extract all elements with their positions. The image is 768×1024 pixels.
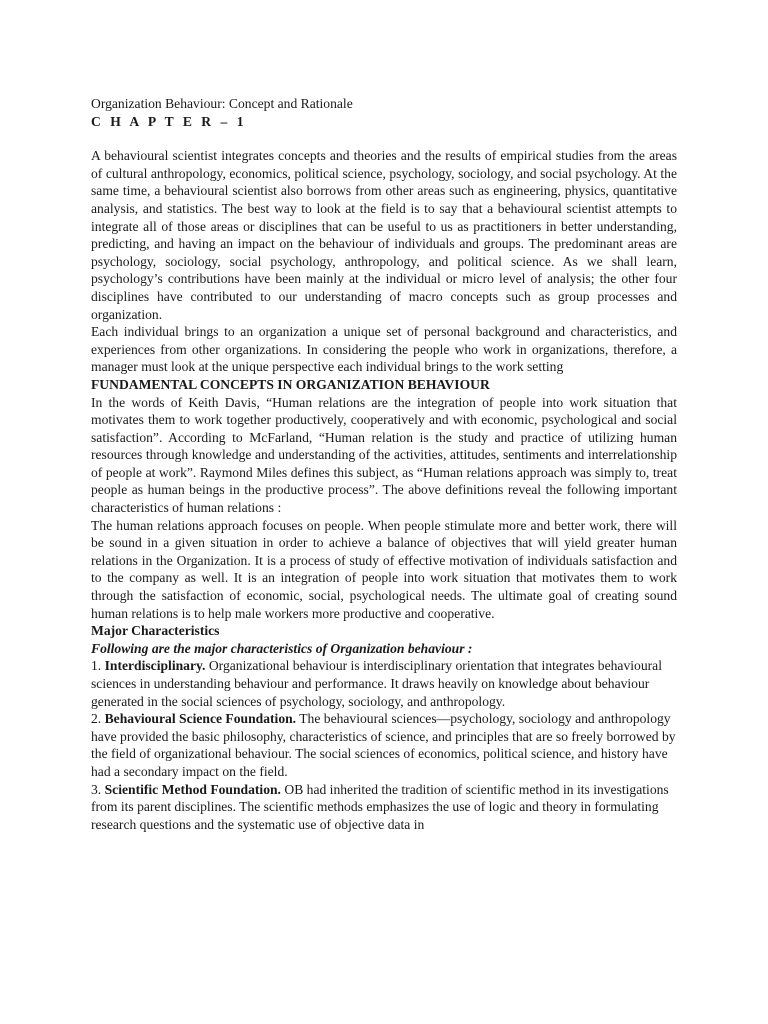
list-item: [91, 657, 677, 710]
item-text: OB had inherited the tradition of scientific method in its investigations from its parent disciplines. The scientific methods emphasizes the use of logic and theory in formulating research questions and the systematic use of objective data in: [91, 781, 669, 832]
list-item: [91, 781, 677, 834]
item-title: Interdisciplinary.: [104, 658, 206, 674]
item-title: Behavioural Science Foundation.: [104, 711, 297, 727]
item-number: 2.: [91, 711, 102, 727]
document-page: [91, 95, 677, 833]
fundamentals-paragraph-1: In the words of Keith Davis, “Human relations are the integration of people into work situation that motivates them to work together productively, cooperatively and with economic, psychological and social satisfaction”. According to McFarland, “Human relation is the study and practice of utilizing human resources through knowledge and understanding of the activities, attitudes, sentiments and interrelationship of people at work”. Raymond Miles defines this subject, as “Human relations approach was simply to, treat people as human beings in the productive process”. The above definitions reveal the following important characteristics of human relations :: [91, 394, 677, 516]
chapter-label: C H A P T E R – 1: [91, 113, 247, 129]
fundamentals-paragraph-2: The human relations approach focuses on people. When people stimulate more and better work, there will be sound in a given situation in order to achieve a balance of objectives that will yield greater human relations in the Organization. It is a process of study of effective motivation of individuals satisfaction and to the company as well. It is an integration of people into work situation that motivates them to work through the satisfaction of economic, social, psychological needs. The ultimate goal of creating sound human relations is to help male workers more productive and cooperative.: [91, 517, 677, 621]
item-text: Organizational behaviour is interdisciplinary orientation that integrates behavioural sciences in understanding behaviour and performance. It draws heavily on knowledge about behaviour generated in the social sciences of psychology, sociology, and anthropology.: [91, 658, 662, 709]
item-text: The behavioural sciences—psychology, sociology and anthropology have provided the basic philosophy, characteristics of science, and principles that are so freely borrowed by the field of organizational behaviour. The social sciences of economics, political science, and history have had a secondary impact on the field.: [91, 711, 676, 779]
section-heading: FUNDAMENTAL CONCEPTS IN ORGANIZATION BEHAVIOUR: [91, 376, 490, 392]
characteristics-heading: Major Characteristics: [91, 623, 220, 639]
intro-paragraph-2: Each individual brings to an organization a unique set of personal background and characteristics, and experiences from other organizations. In considering the people who work in organizations, therefore, a manager must look at the unique perspective each individual brings to the work setting: [91, 324, 677, 375]
item-number: 3.: [91, 781, 102, 797]
list-item: [91, 710, 677, 780]
characteristics-intro: Following are the major characteristics of Organization behaviour :: [91, 640, 473, 656]
item-title: Scientific Method Foundation.: [104, 781, 281, 797]
intro-paragraph-1: A behavioural scientist integrates concepts and theories and the results of empirical studies from the areas of cultural anthropology, economics, political science, psychology, sociology, and social psychology. At the same time, a behavioural scientist also borrows from other areas such as engineering, physics, quantitative analysis, and statistics. The best way to look at the field is to say that a behavioural scientist attempts to integrate all of those areas or disciplines that can be useful to us as practitioners in better understanding, predicting, and having an impact on the behaviour of individuals and groups. The predominant areas are psychology, sociology, social psychology, anthropology, and political science. As we shall learn, psychology’s contributions have been mainly at the individual or micro level of analysis; the other four disciplines have contributed to our understanding of macro concepts such as group processes and organization.: [91, 148, 677, 322]
item-number: 1.: [91, 658, 102, 674]
document-title: Organization Behaviour: Concept and Rationale: [91, 96, 353, 111]
